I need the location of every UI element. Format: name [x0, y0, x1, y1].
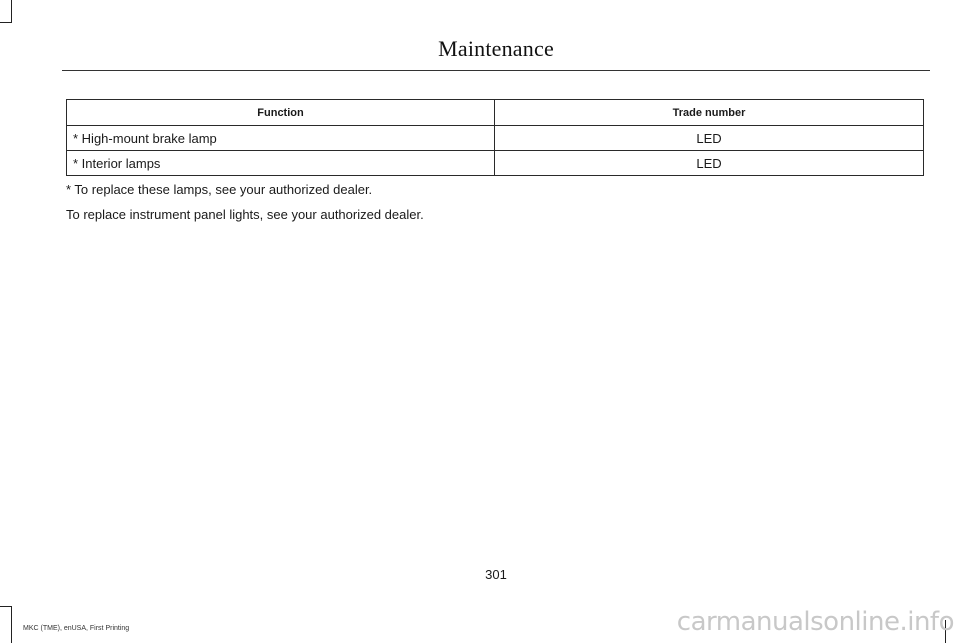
footnote-dealer-lamps: * To replace these lamps, see your authorized dealer. — [66, 182, 373, 197]
cell-trade-number: LED — [495, 126, 924, 151]
cell-function: * Interior lamps — [67, 151, 495, 176]
crop-mark-top-left-horizontal — [0, 22, 12, 23]
title-divider — [62, 70, 930, 71]
table-row — [67, 126, 924, 151]
note-instrument-panel-lights: To replace instrument panel lights, see your authorized dealer. — [66, 207, 424, 222]
page-title: Maintenance — [438, 36, 554, 61]
column-header-trade-number: Trade number — [495, 100, 924, 126]
table-header-row — [67, 100, 924, 126]
crop-mark-bottom-left-horizontal — [0, 606, 12, 607]
page-number: 301 — [485, 567, 507, 582]
watermark-logo: carmanualsonline.info — [676, 607, 954, 637]
bulb-specification-table — [66, 99, 924, 176]
cell-trade-number: LED — [495, 151, 924, 176]
table-row — [67, 151, 924, 176]
column-header-function: Function — [67, 100, 495, 126]
cell-function: * High-mount brake lamp — [67, 126, 495, 151]
crop-mark-top-left-vertical — [11, 0, 12, 22]
crop-mark-bottom-left-vertical — [11, 606, 12, 643]
edition-footer: MKC (TME), enUSA, First Printing — [23, 625, 130, 632]
